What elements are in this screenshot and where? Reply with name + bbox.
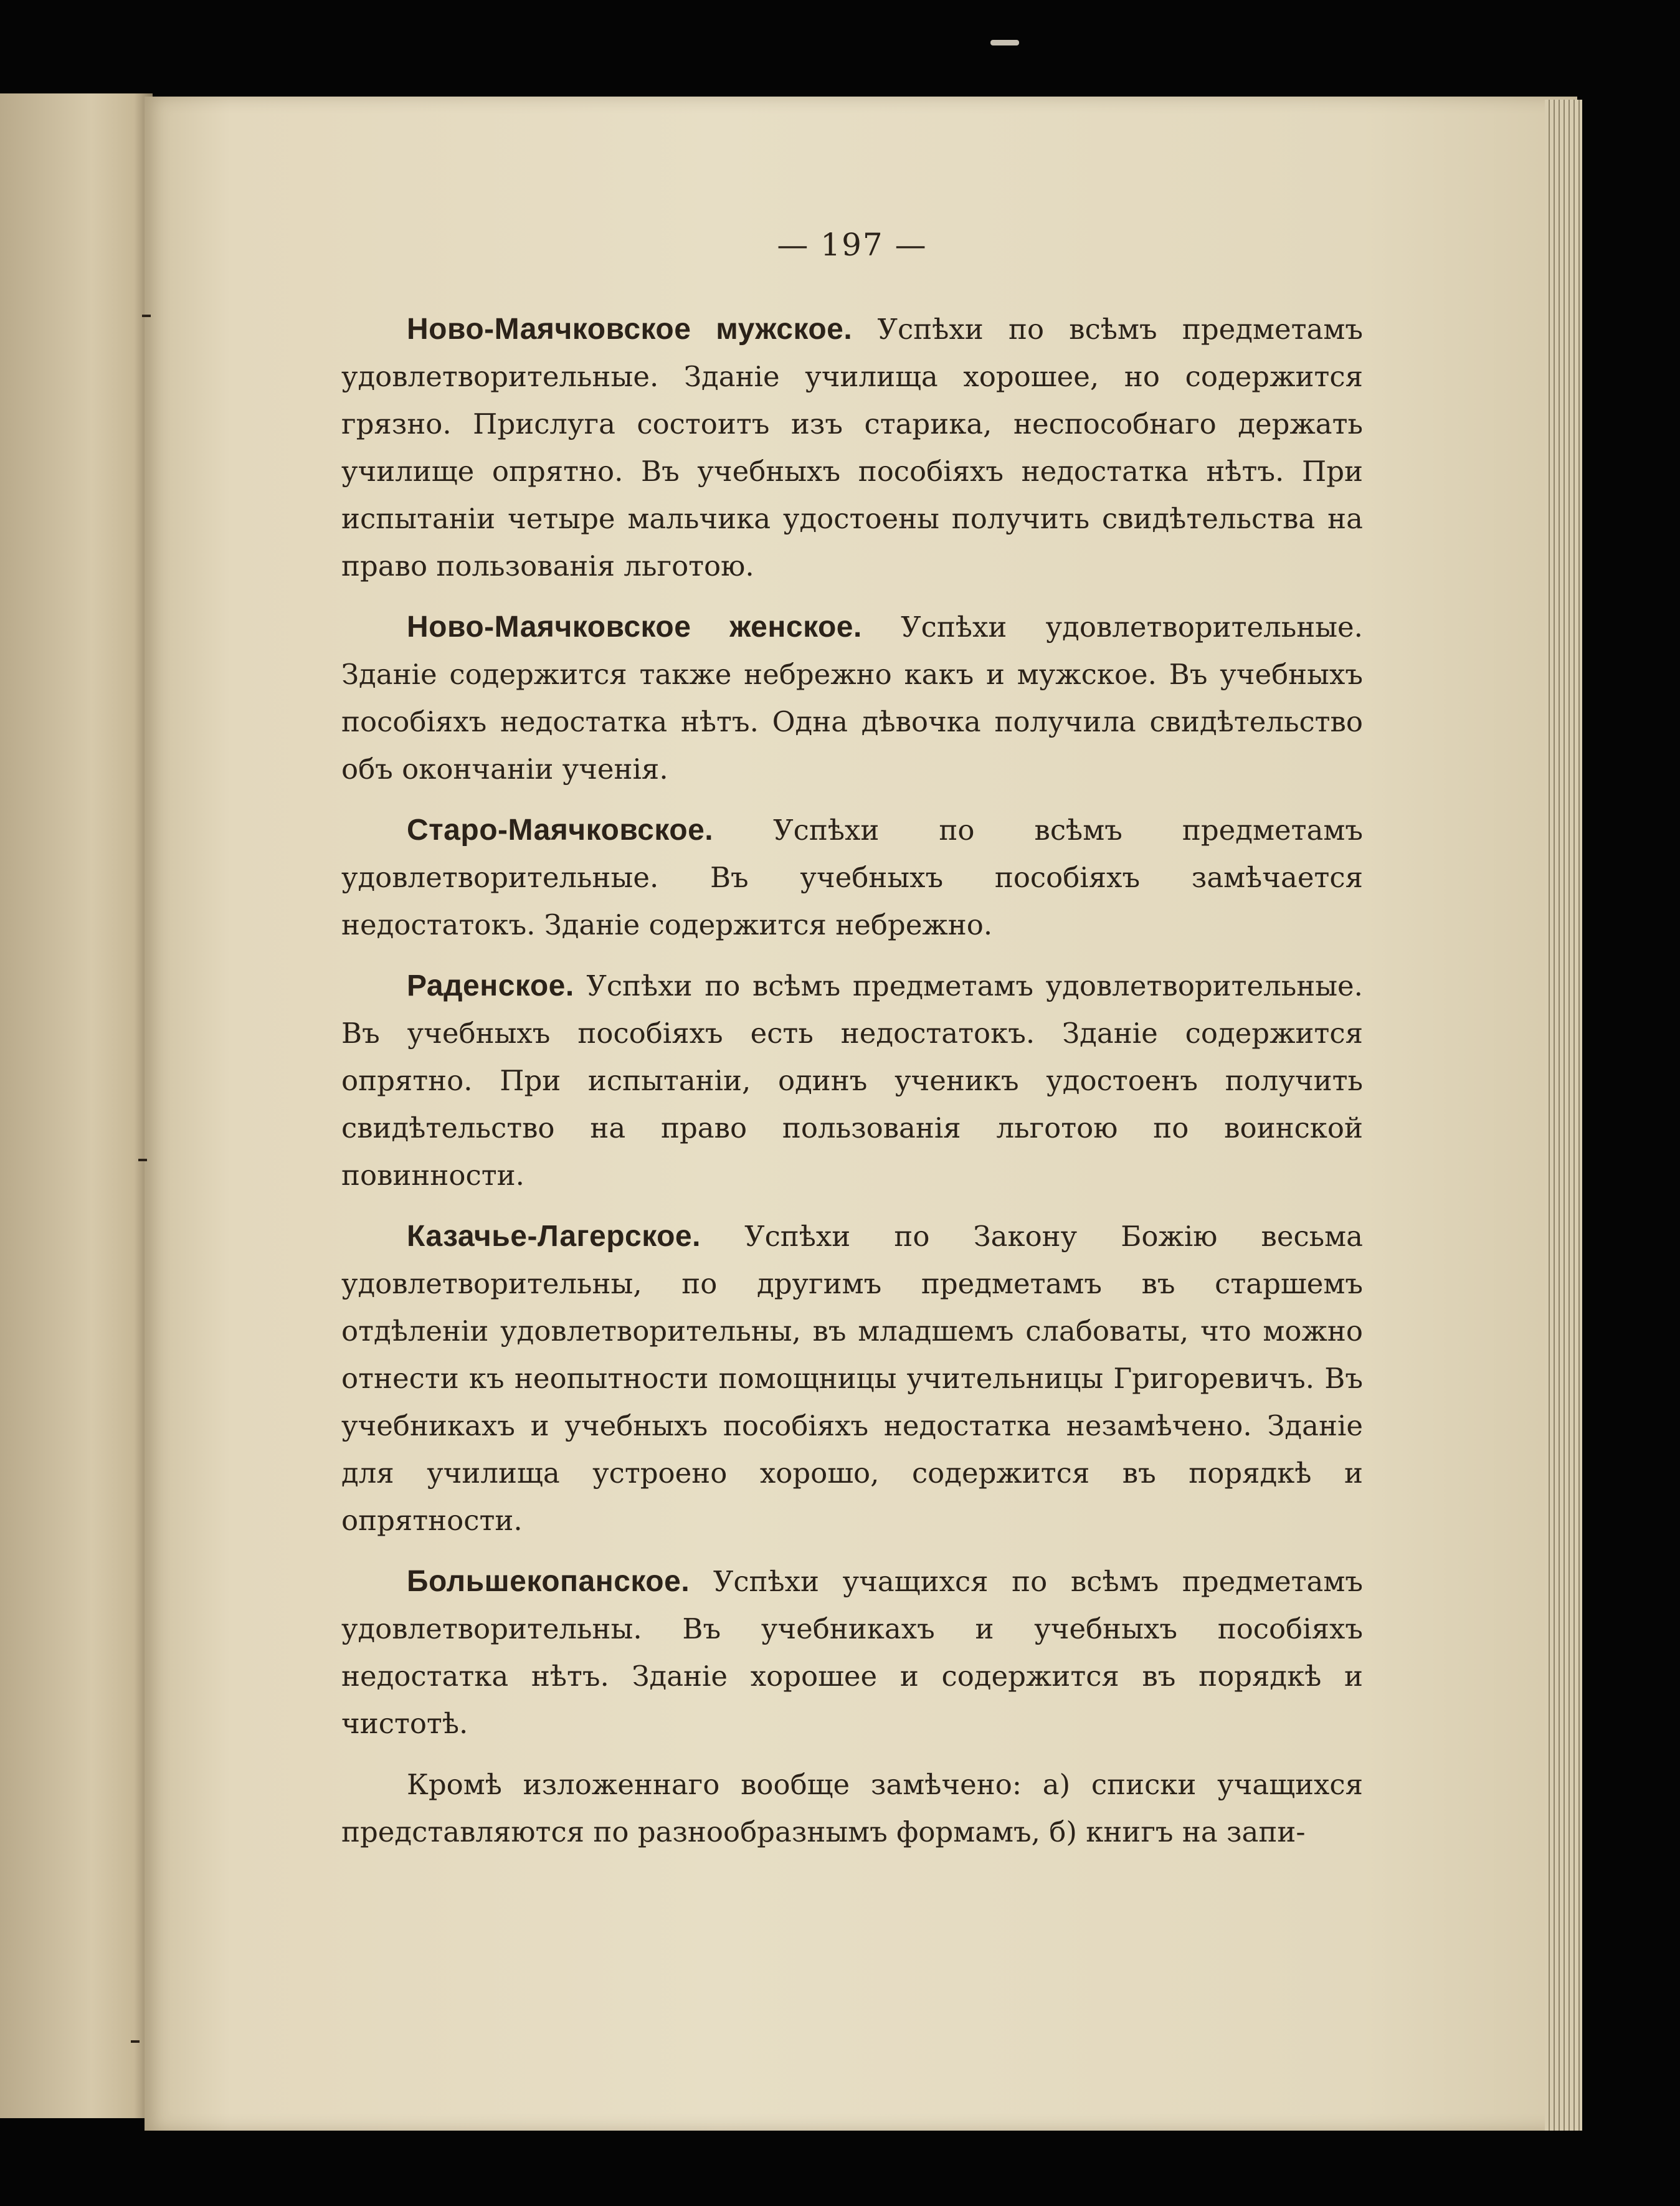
page-text-block — [341, 221, 1363, 1870]
page-number: — 197 — — [777, 227, 928, 263]
school-heading: Ново-Маячковское мужское. — [407, 313, 853, 346]
left-page-edge — [0, 93, 153, 2118]
paragraph-text: Кромѣ изложеннаго вообще замѣчено: а) списки учащихся представляются по разнообразнымъ формамъ, б) книгъ на запи- — [341, 1768, 1363, 1848]
paragraph — [341, 963, 1363, 1199]
paragraph-text: Успѣхи по всѣмъ предметамъ удовлетворительные. Зданіе училища хорошее, но содержится грязно. Прислуга состоитъ изъ старика, неспособнаго держать училище опрятно. Въ учебныхъ пособіяхъ недостатка нѣтъ. При испытаніи четыре мальчика удостоены получить свидѣтельства на право пользованія льготою. — [341, 313, 1363, 582]
paragraph — [341, 807, 1363, 949]
binding-thread-mark — [131, 2040, 140, 2043]
paragraph — [341, 1213, 1363, 1544]
paragraph-text: Успѣхи по всѣмъ предметамъ удовлетворительные. Въ учебныхъ пособіяхъ есть недостатокъ. Зданіе содержится опрятно. При испытаніи, одинъ ученикъ удостоенъ получить свидѣтельство на право пользованія льготою по воинской повинности. — [341, 969, 1363, 1192]
paragraph — [341, 1558, 1363, 1747]
paragraph — [341, 604, 1363, 793]
binding-thread-mark — [138, 1159, 147, 1161]
binding-thread-mark — [142, 315, 151, 317]
school-heading: Большекопанское. — [407, 1565, 690, 1598]
paragraph-text: Успѣхи по всѣмъ предметамъ удовлетворительные. Въ учебныхъ пособіяхъ замѣчается недостатокъ. Зданіе содержится небрежно. — [341, 814, 1363, 941]
paragraph — [341, 306, 1363, 590]
school-heading: Раденское. — [407, 969, 574, 1002]
paragraph-text: Успѣхи по Закону Божію весьма удовлетворительны, по другимъ предметамъ въ старшемъ отдѣленіи удовлетворительны, въ младшемъ слабоваты, что можно отнести къ неопытности помощницы учительницы Григоревичъ. Въ учебникахъ и учебныхъ пособіяхъ недостатка незамѣчено. Зданіе для училища устроено хорошо, содержится въ порядкѣ и опрятности. — [341, 1220, 1363, 1537]
school-heading: Ново-Маячковское женское. — [407, 611, 862, 644]
school-heading: Старо-Маячковское. — [407, 814, 714, 847]
paragraph-text: Успѣхи учащихся по всѣмъ предметамъ удовлетворительны. Въ учебникахъ и учебныхъ пособіяхъ недостатка нѣтъ. Зданіе хорошее и содержится въ порядкѣ и чистотѣ. — [341, 1565, 1363, 1740]
scan-artifact-mark — [990, 40, 1019, 45]
page-stack-edges — [1545, 100, 1582, 2131]
paragraph — [341, 1761, 1363, 1856]
school-heading: Казачье-Лагерское. — [407, 1220, 701, 1253]
paragraph-text: Успѣхи удовлетворительные. Зданіе содержится также небрежно какъ и мужское. Въ учебныхъ пособіяхъ недостатка нѣтъ. Одна дѣвочка получила свидѣтельство объ окончаніи ученія. — [341, 611, 1363, 786]
